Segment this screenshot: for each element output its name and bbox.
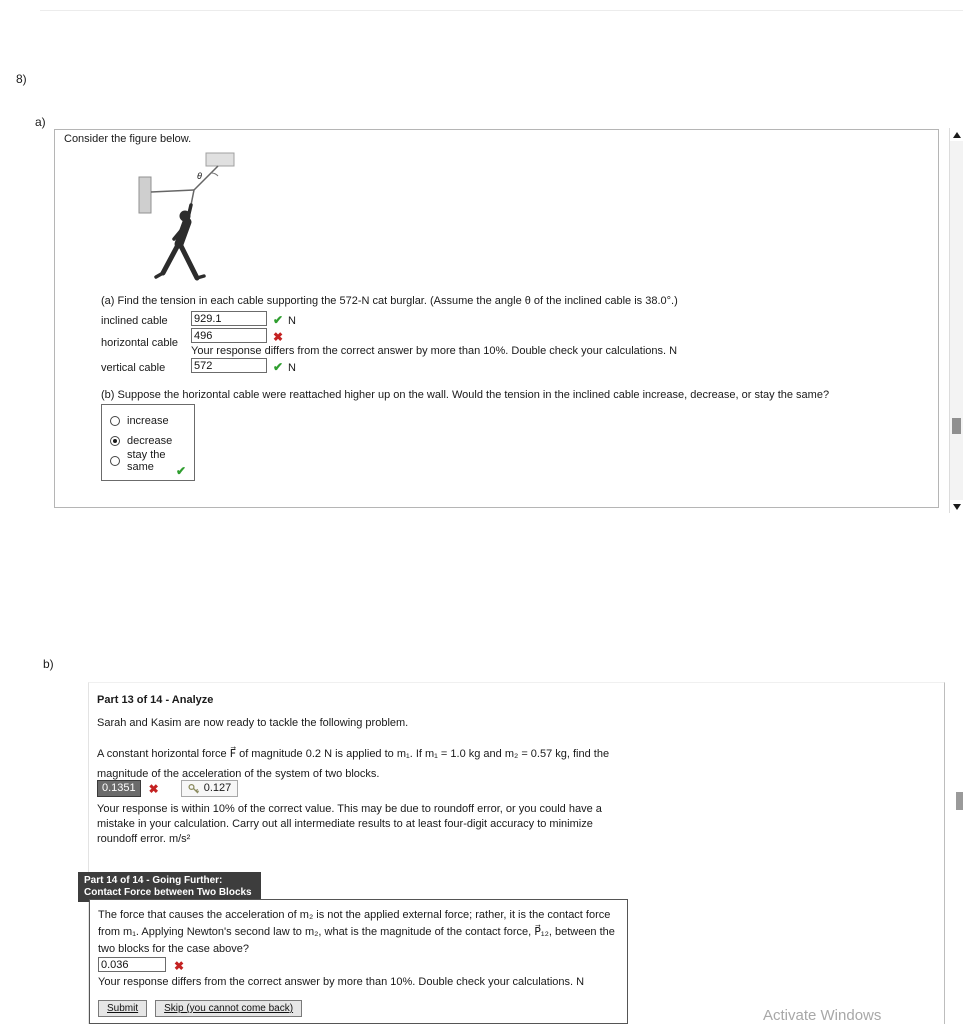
right-scrollbar-thumb[interactable] [956, 792, 963, 810]
radio-decrease[interactable] [110, 436, 120, 446]
correct-check-icon: ✔ [176, 464, 187, 478]
option-decrease-label: decrease [127, 435, 173, 447]
radio-stay-the-same[interactable] [110, 456, 120, 466]
inclined-cable-input[interactable] [191, 311, 267, 326]
incorrect-cross-icon: ✖ [148, 781, 159, 796]
incorrect-cross-icon: ✖ [174, 959, 185, 973]
cat-burglar-figure [127, 147, 257, 292]
figure-intro-text: Consider the figure below. [64, 133, 192, 145]
option-increase-label: increase [127, 415, 169, 427]
part13-title: Part 13 of 14 - Analyze [97, 694, 214, 706]
angle-arc [211, 173, 218, 176]
skip-button[interactable]: Skip (you cannot come back) [155, 1000, 302, 1017]
answer-key-box [181, 780, 239, 797]
part13-answer-row [97, 780, 238, 797]
option-increase[interactable] [102, 411, 194, 431]
wall-mount-icon [139, 177, 151, 213]
correct-check-icon: ✔ [273, 360, 284, 374]
horizontal-cable-feedback: Your response differs from the correct answer by more than 10%. Double check your calculations. N [191, 345, 678, 357]
activate-windows-watermark: Activate Windows [763, 1007, 882, 1024]
part-b-label: b) [43, 657, 54, 671]
scroll-up-icon [953, 132, 961, 138]
part-a-panel [54, 129, 939, 508]
part14-header: Part 14 of 14 - Going Further: Contact Force between Two Blocks [78, 872, 261, 902]
vertical-cable-unit: N [288, 362, 296, 374]
part14-box [89, 899, 628, 1024]
answer-key-value: 0.127 [203, 782, 232, 794]
horizontal-cable-line [151, 190, 194, 192]
part14-feedback-text: Your response differs from the correct answer by more than 10%. Double check your calculations. N [98, 976, 585, 988]
question-a-text: (a) Find the tension in each cable supporting the 572-N cat burglar. (Assume the angle θ of the inclined cable is 38.0°.) [101, 295, 678, 307]
inclined-cable-label: inclined cable [101, 315, 168, 327]
radio-group [101, 404, 195, 481]
acceleration-answer-input[interactable]: 0.1351 [97, 780, 141, 797]
question-b-text: (b) Suppose the horizontal cable were reattached higher up on the wall. Would the tension in the inclined cable increase, decrease, or stay the same? [101, 389, 830, 401]
contact-force-input[interactable] [98, 957, 166, 972]
correct-check-icon: ✔ [273, 313, 284, 327]
part14-buttons-row [98, 1000, 302, 1017]
incorrect-cross-icon: ✖ [273, 330, 284, 344]
scroll-down-button[interactable] [950, 500, 963, 513]
part13-feedback-text: Your response is within 10% of the correct value. This may be due to roundoff error, or you could have a mistake in your calculation. Carry out all intermediate results to at least four-digit accuracy to minimize roundoff error. m/s² [97, 803, 602, 845]
vertical-cable-label: vertical cable [101, 362, 166, 374]
horizontal-cable-input[interactable] [191, 328, 267, 343]
ceiling-mount-icon [206, 153, 234, 166]
vertical-cable-input[interactable] [191, 358, 267, 373]
radio-increase[interactable] [110, 416, 120, 426]
scroll-down-icon [953, 504, 961, 510]
top-divider [40, 10, 963, 11]
part13-intro: Sarah and Kasim are now ready to tackle the following problem. [97, 717, 409, 729]
vertical-cable-line [191, 190, 194, 205]
inclined-cable-unit: N [288, 315, 296, 327]
part-b-panel [84, 682, 945, 1024]
horizontal-cable-label: horizontal cable [101, 337, 179, 349]
scrollbar-thumb[interactable] [952, 418, 961, 434]
scroll-up-button[interactable] [950, 128, 963, 141]
part-a-label: a) [35, 115, 46, 129]
part14-question-text: The force that causes the acceleration of m₂ is not the applied external force; rather, it is the contact force from m₁. Applying Newton's second law to m₂, what is the magnitude of the contact force, P⃗₁₂, between the two blocks for the case above? [98, 909, 615, 955]
submit-button[interactable]: Submit [98, 1000, 147, 1017]
panel-a-scrollbar[interactable] [949, 128, 963, 513]
theta-label: θ [197, 171, 202, 181]
answer-key-icon [188, 783, 200, 795]
option-decrease[interactable] [102, 431, 194, 451]
question-number-label: 8) [16, 72, 27, 86]
part13-problem-text: A constant horizontal force F⃗ of magnitude 0.2 N is applied to m₁. If m₁ = 1.0 kg and m₂ = 0.57 kg, find the magnitude of the acceleration of the system of two blocks. [97, 748, 610, 780]
option-stay-the-same-label: stay the same [127, 449, 166, 473]
burglar-person-icon [156, 205, 204, 278]
